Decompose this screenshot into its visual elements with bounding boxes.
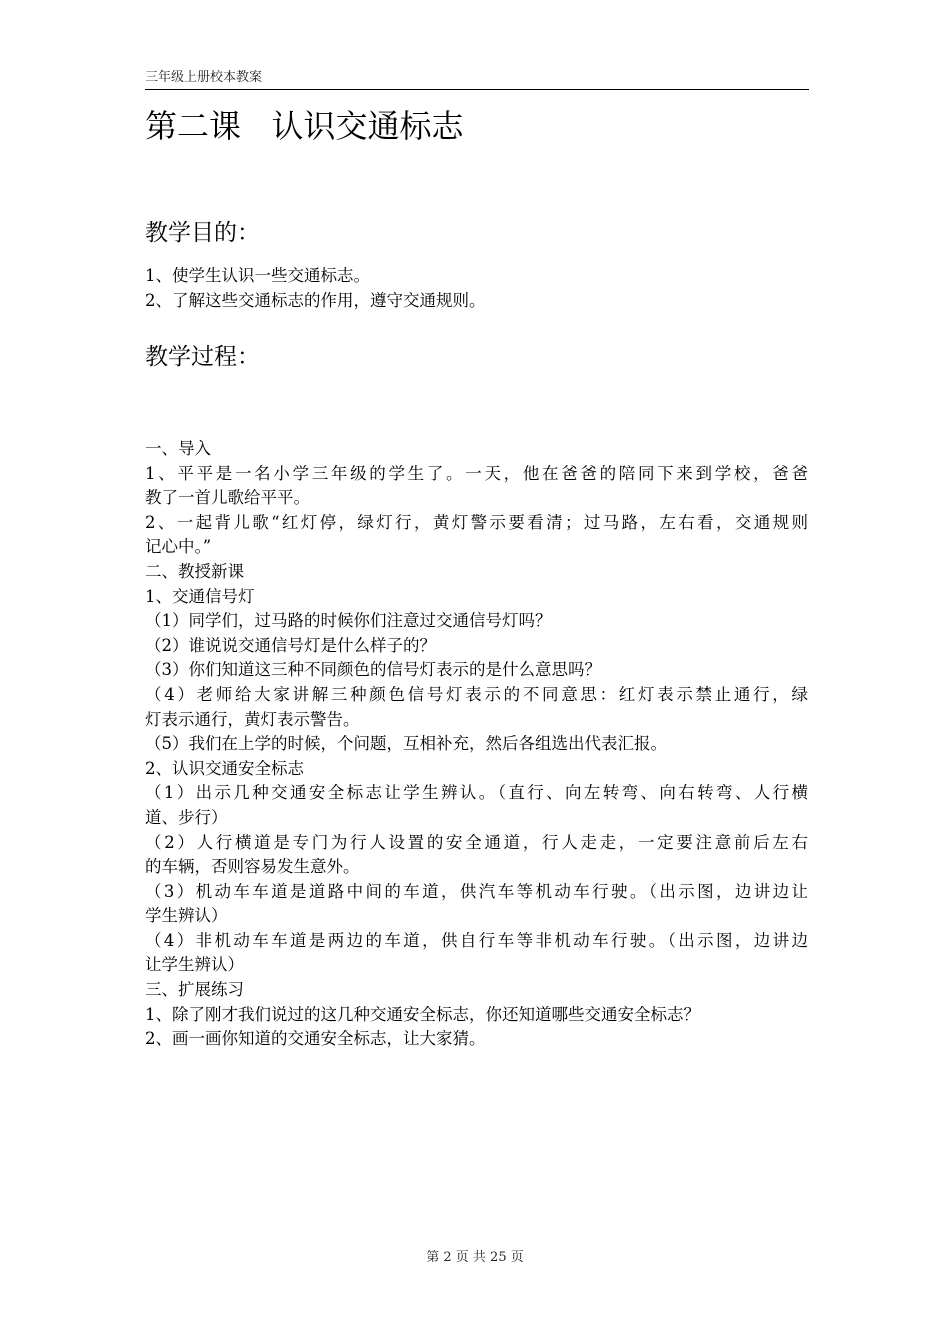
body-line: 的车辆，否则容易发生意外。 (145, 857, 360, 877)
body-line: 记心中。” (145, 537, 212, 557)
body-line: （4）非机动车车道是两边的车道，供自行车等非机动车行驶。（出示图，边讲边 (145, 930, 808, 950)
process-body (145, 437, 808, 1052)
body-line: 二、教授新课 (145, 561, 244, 581)
body-line: （4）老师给大家讲解三种颜色信号灯表示的不同意思：红灯表示禁止通行，绿 (145, 684, 808, 704)
body-line: （1）同学们，过马路的时候你们注意过交通信号灯吗？ (145, 611, 552, 631)
page-header (145, 70, 809, 90)
body-line: 一、导入 (145, 439, 211, 458)
body-line: （3）机动车车道是道路中间的车道，供汽车等机动车行驶。（出示图，边讲边让 (145, 881, 808, 901)
objective-item: 2、了解这些交通标志的作用，遵守交通规则。 (145, 290, 486, 310)
objectives-list (145, 264, 808, 313)
body-line: 三、扩展练习 (145, 980, 244, 1000)
body-line: （5）我们在上学的时候，个问题，互相补充，然后各组选出代表汇报。 (145, 734, 667, 754)
body-line: 2、一起背儿歌“红灯停，绿灯行，黄灯警示要看清；过马路，左右看，交通规则 (145, 512, 808, 532)
page-footer: 第 2 页 共 25 页 (426, 1250, 524, 1265)
body-line: 1、平平是一名小学三年级的学生了。一天，他在爸爸的陪同下来到学校，爸爸 (145, 463, 808, 483)
body-line: 2、画一画你知道的交通安全标志，让大家猜。 (145, 1029, 486, 1049)
body-line: 灯表示通行，黄灯表示警告。 (145, 709, 360, 729)
body-line: （1）出示几种交通安全标志让学生辨认。（直行、向左转弯、向右转弯、人行横 (145, 783, 808, 803)
body-line: 道、步行） (145, 807, 228, 827)
body-line: （2）谁说说交通信号灯是什么样子的？ (145, 635, 436, 655)
body-line: 1、交通信号灯 (145, 586, 255, 606)
process-heading: 教学过程： (145, 344, 260, 370)
body-line: 1、除了刚才我们说过的这几种交通安全标志，你还知道哪些交通安全标志？ (145, 1004, 700, 1024)
body-line: 2、认识交通安全标志 (145, 758, 304, 778)
lesson-title: 第二课 认识交通标志 (145, 107, 464, 145)
body-line: 学生辨认） (145, 906, 228, 926)
body-line: 教了一首儿歌给平平。 (145, 488, 310, 508)
objective-item: 1、使学生认识一些交通标志。 (145, 266, 370, 285)
body-line: （2）人行横道是专门为行人设置的安全通道，行人走走，一定要注意前后左右 (145, 832, 808, 852)
body-line: （3）你们知道这三种不同颜色的信号灯表示的是什么意思吗？ (145, 660, 601, 680)
objectives-heading: 教学目的： (145, 220, 260, 246)
body-line: 让学生辨认） (145, 955, 244, 975)
page-header-text: 三年级上册校本教案 (145, 70, 263, 85)
